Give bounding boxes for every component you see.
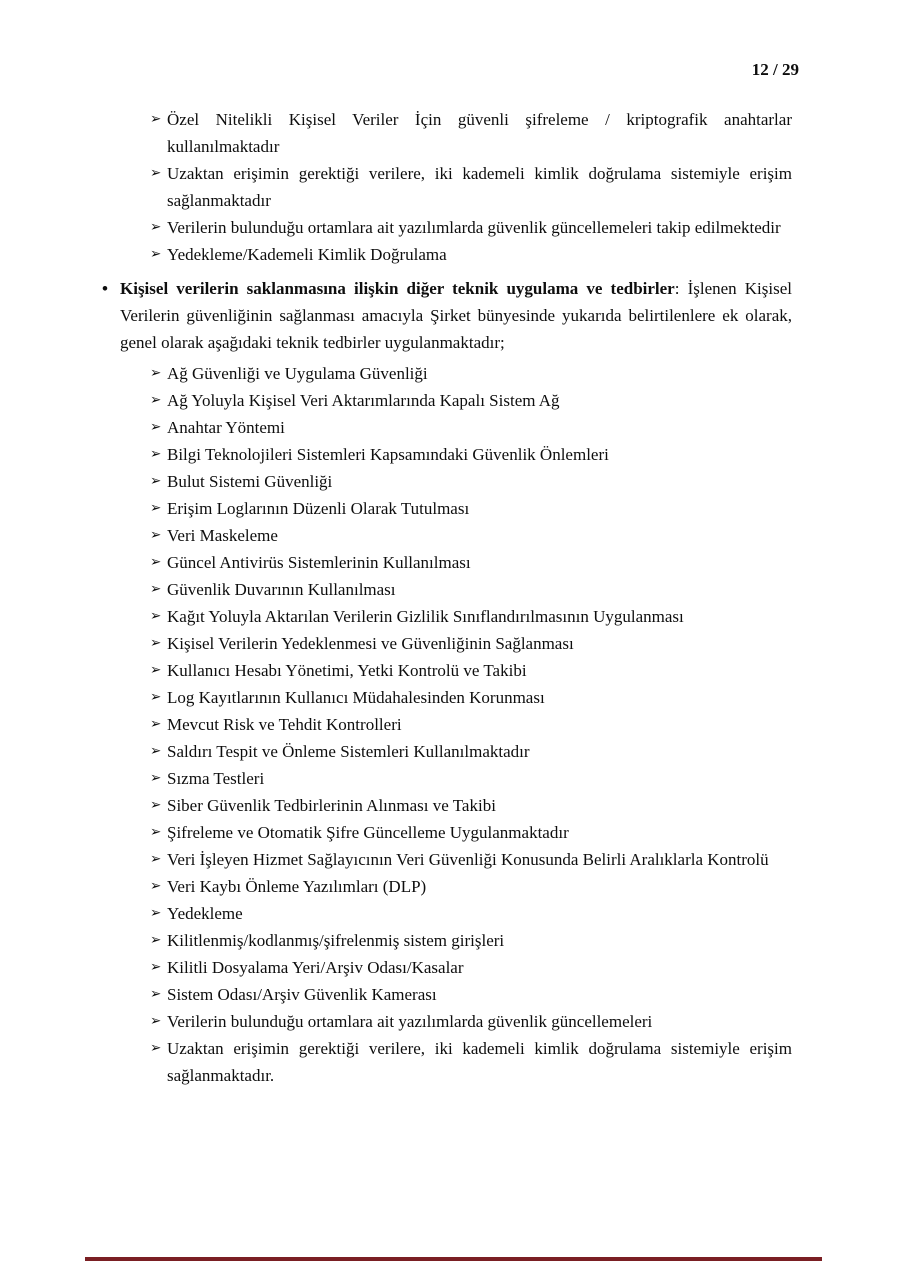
arrow-bullet-icon: ➢ (150, 1013, 162, 1029)
arrow-bullet-icon: ➢ (150, 1040, 162, 1056)
list-item (150, 981, 792, 1008)
list-item (150, 603, 792, 630)
list-item-text: Şifreleme ve Otomatik Şifre Güncelleme Uygulanmaktadır (167, 823, 569, 842)
list-item-text: Veri Kaybı Önleme Yazılımları (DLP) (167, 877, 427, 896)
arrow-bullet-icon: ➢ (150, 851, 162, 867)
arrow-bullet-icon: ➢ (150, 111, 162, 127)
list-item-text: Kullanıcı Hesabı Yönetimi, Yetki Kontrolü ve Takibi (167, 661, 527, 680)
arrow-bullet-icon: ➢ (150, 419, 162, 435)
list-item (150, 657, 792, 684)
list-item-text: Ağ Yoluyla Kişisel Veri Aktarımlarında Kapalı Sistem Ağ (167, 391, 560, 410)
list-item-text: Verilerin bulunduğu ortamlara ait yazılımlarda güvenlik güncellemeleri (167, 1012, 653, 1031)
list-item (150, 387, 792, 414)
list-item-text: Log Kayıtlarının Kullanıcı Müdahalesinden Korunması (167, 688, 545, 707)
list-item (150, 549, 792, 576)
arrow-bullet-icon: ➢ (150, 932, 162, 948)
list-item (150, 738, 792, 765)
arrow-bullet-icon: ➢ (150, 446, 162, 462)
arrow-bullet-icon: ➢ (150, 365, 162, 381)
list-item (150, 214, 792, 241)
list-item (150, 873, 792, 900)
list-item-text: Sistem Odası/Arşiv Güvenlik Kamerası (167, 985, 437, 1004)
arrow-bullet-icon: ➢ (150, 500, 162, 516)
arrow-bullet-icon: ➢ (150, 878, 162, 894)
list-item (150, 630, 792, 657)
list-item-text: Güncel Antivirüs Sistemlerinin Kullanılması (167, 553, 471, 572)
arrow-bullet-icon: ➢ (150, 770, 162, 786)
list-item-text: Anahtar Yöntemi (167, 418, 285, 437)
arrow-bullet-icon: ➢ (150, 635, 162, 651)
list-item (150, 954, 792, 981)
list-item (150, 576, 792, 603)
footer-rule (85, 1257, 822, 1261)
list-item-text: Erişim Loglarının Düzenli Olarak Tutulması (167, 499, 470, 518)
bullet-dot-icon: • (102, 279, 108, 298)
list-item (150, 468, 792, 495)
list-item-text: Kağıt Yoluyla Aktarılan Verilerin Gizlilik Sınıflandırılmasının Uygulanması (167, 607, 684, 626)
other-measures-separator: : (674, 279, 688, 298)
arrow-bullet-icon: ➢ (150, 554, 162, 570)
list-item-text: Veri Maskeleme (167, 526, 278, 545)
arrow-bullet-icon: ➢ (150, 165, 162, 181)
arrow-bullet-icon: ➢ (150, 392, 162, 408)
other-measures-lead: Kişisel verilerin saklanmasına ilişkin diğer teknik uygulama ve tedbirler (120, 279, 675, 298)
security-measures-list (0, 106, 792, 268)
list-item (150, 711, 792, 738)
other-measures-body: İşlenen Kişisel Verilerin güvenliğinin sağlanması amacıyla Şirket bünyesinde yukarıda belirtilenlere ek olarak, genel olarak aşağıdaki teknik tedbirler uygulanmaktadır; (120, 279, 792, 352)
list-item-text: Bilgi Teknolojileri Sistemleri Kapsamındaki Güvenlik Önlemleri (167, 445, 609, 464)
arrow-bullet-icon: ➢ (150, 743, 162, 759)
list-item (150, 846, 792, 873)
arrow-bullet-icon: ➢ (150, 986, 162, 1002)
list-item (150, 765, 792, 792)
list-item-text: Yedekleme (167, 904, 243, 923)
list-item (150, 106, 792, 160)
arrow-bullet-icon: ➢ (150, 219, 162, 235)
list-item-text: Verilerin bulunduğu ortamlara ait yazılımlarda güvenlik güncellemeleri takip edilmektedir (167, 218, 781, 237)
arrow-bullet-icon: ➢ (150, 581, 162, 597)
list-item (150, 360, 792, 387)
arrow-bullet-icon: ➢ (150, 824, 162, 840)
list-item (150, 241, 792, 268)
page-number: 12 / 29 (751, 60, 799, 79)
list-item-text: Yedekleme/Kademeli Kimlik Doğrulama (167, 245, 447, 264)
list-item (150, 414, 792, 441)
list-item (150, 1035, 792, 1089)
arrow-bullet-icon: ➢ (150, 797, 162, 813)
list-item-text: Ağ Güvenliği ve Uygulama Güvenliği (167, 364, 428, 383)
list-item (150, 522, 792, 549)
list-item-text: Bulut Sistemi Güvenliği (167, 472, 333, 491)
list-item-text: Kilitlenmiş/kodlanmış/şifrelenmiş sistem girişleri (167, 931, 505, 950)
list-item-text: Uzaktan erişimin gerektiği verilere, iki kademeli kimlik doğrulama sistemiyle erişim sağlanmaktadır. (167, 1039, 792, 1085)
list-item (150, 900, 792, 927)
list-item-text: Sızma Testleri (167, 769, 265, 788)
list-item (150, 819, 792, 846)
list-item-text: Veri İşleyen Hizmet Sağlayıcının Veri Güvenliği Konusunda Belirli Aralıklarla Kontrolü (167, 850, 769, 869)
arrow-bullet-icon: ➢ (150, 527, 162, 543)
arrow-bullet-icon: ➢ (150, 473, 162, 489)
page-content (0, 106, 792, 1089)
other-measures-paragraph (102, 275, 792, 356)
arrow-bullet-icon: ➢ (150, 608, 162, 624)
list-item-text: Güvenlik Duvarının Kullanılması (167, 580, 396, 599)
list-item-text: Saldırı Tespit ve Önleme Sistemleri Kullanılmaktadır (167, 742, 530, 761)
arrow-bullet-icon: ➢ (150, 905, 162, 921)
arrow-bullet-icon: ➢ (150, 662, 162, 678)
arrow-bullet-icon: ➢ (150, 689, 162, 705)
list-item (150, 1008, 792, 1035)
list-item (150, 684, 792, 711)
list-item-text: Kişisel Verilerin Yedeklenmesi ve Güvenliğinin Sağlanması (167, 634, 574, 653)
list-item-text: Uzaktan erişimin gerektiği verilere, iki kademeli kimlik doğrulama sistemiyle erişim sağlanmaktadır (167, 164, 792, 210)
list-item-text: Mevcut Risk ve Tehdit Kontrolleri (167, 715, 402, 734)
list-item (150, 792, 792, 819)
list-item (150, 927, 792, 954)
list-item (150, 441, 792, 468)
arrow-bullet-icon: ➢ (150, 716, 162, 732)
list-item (150, 160, 792, 214)
technical-measures-list (0, 360, 792, 1089)
list-item (150, 495, 792, 522)
arrow-bullet-icon: ➢ (150, 246, 162, 262)
list-item-text: Kilitli Dosyalama Yeri/Arşiv Odası/Kasalar (167, 958, 464, 977)
list-item-text: Özel Nitelikli Kişisel Veriler İçin güvenli şifreleme / kriptografik anahtarlar kullanılmaktadır (167, 110, 792, 156)
arrow-bullet-icon: ➢ (150, 959, 162, 975)
list-item-text: Siber Güvenlik Tedbirlerinin Alınması ve Takibi (167, 796, 496, 815)
